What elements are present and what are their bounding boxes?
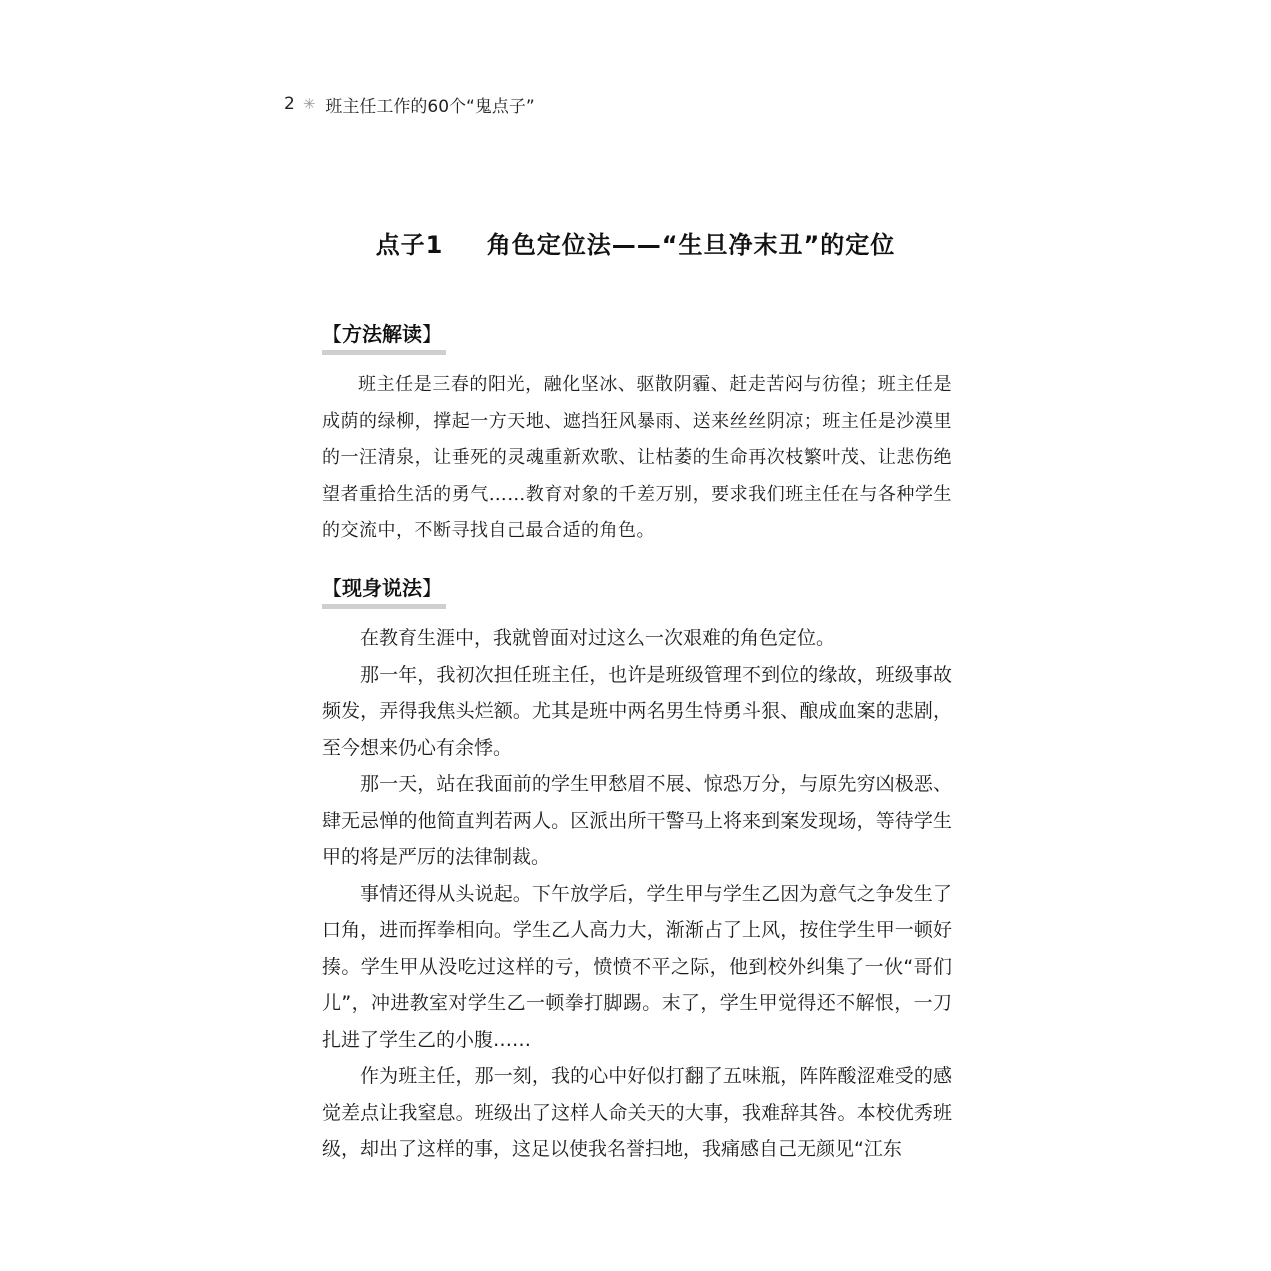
running-header [284,90,535,118]
paragraph: 事情还得从头说起。下午放学后，学生甲与学生乙因为意气之争发生了口角，进而挥拳相向。学生乙人高力大，渐渐占了上风，按住学生甲一顿好揍。学生甲从没吃过这样的亏，愤愤不平之际，他到校外纠集了一伙“哥们儿”，冲进教室对学生乙一顿拳打脚踢。末了，学生甲觉得还不解恨，一刀扎进了学生乙的小腹…… [322,882,952,1051]
chapter-title-text: 角色定位法——“生旦净末丑”的定位 [486,231,896,259]
paragraph: 在教育生涯中，我就曾面对过这么一次艰难的角色定位。 [360,627,836,649]
paragraph: 那一天，站在我面前的学生甲愁眉不展、惊恐万分，与原先穷凶极恶、肆无忌惮的他简直判若两人。区派出所干警马上将来到案发现场，等待学生甲的将是严厉的法律制裁。 [322,773,952,868]
chapter-number: 点子1 [375,231,444,259]
section-heading-text: 现身说法 [342,576,422,600]
chapter-title [0,225,1271,260]
paragraph: 作为班主任，那一刻，我的心中好似打翻了五味瓶，阵阵酸涩难受的感觉差点让我窒息。班级出了这样人命关天的大事，我难辞其咎。本校优秀班级，却出了这样的事，这足以使我名誉扫地，我痛感自己无颜见“江东 [322,1065,952,1160]
asterisk-ornament-icon: ✳ [302,95,316,113]
section-heading-text: 方法解读 [342,322,422,346]
page-number: 2 [284,94,295,114]
method-body [322,367,952,550]
book-title: 班主任工作的60个“鬼点子” [325,96,535,117]
section-heading-method: 【方法解读】 [322,318,442,353]
example-body [322,620,952,1168]
section-heading-example: 【现身说法】 [322,572,442,607]
paragraph: 那一年，我初次担任班主任，也许是班级管理不到位的缘故，班级事故频发，弄得我焦头烂额。尤其是班中两名男生恃勇斗狠、酿成血案的悲剧，至今想来仍心有余悸。 [322,663,952,759]
paragraph: 班主任是三春的阳光，融化坚冰、驱散阴霾、赶走苦闷与彷徨；班主任是成荫的绿柳，撑起一方天地、遮挡狂风暴雨、送来丝丝阴凉；班主任是沙漠里的一汪清泉，让垂死的灵魂重新欢歌、让枯萎的生命再次枝繁叶茂、让悲伤绝望者重拾生活的勇气……教育对象的千差万别，要求我们班主任在与各种学生的交流中，不断寻找自己最合适的角色。 [322,374,952,541]
